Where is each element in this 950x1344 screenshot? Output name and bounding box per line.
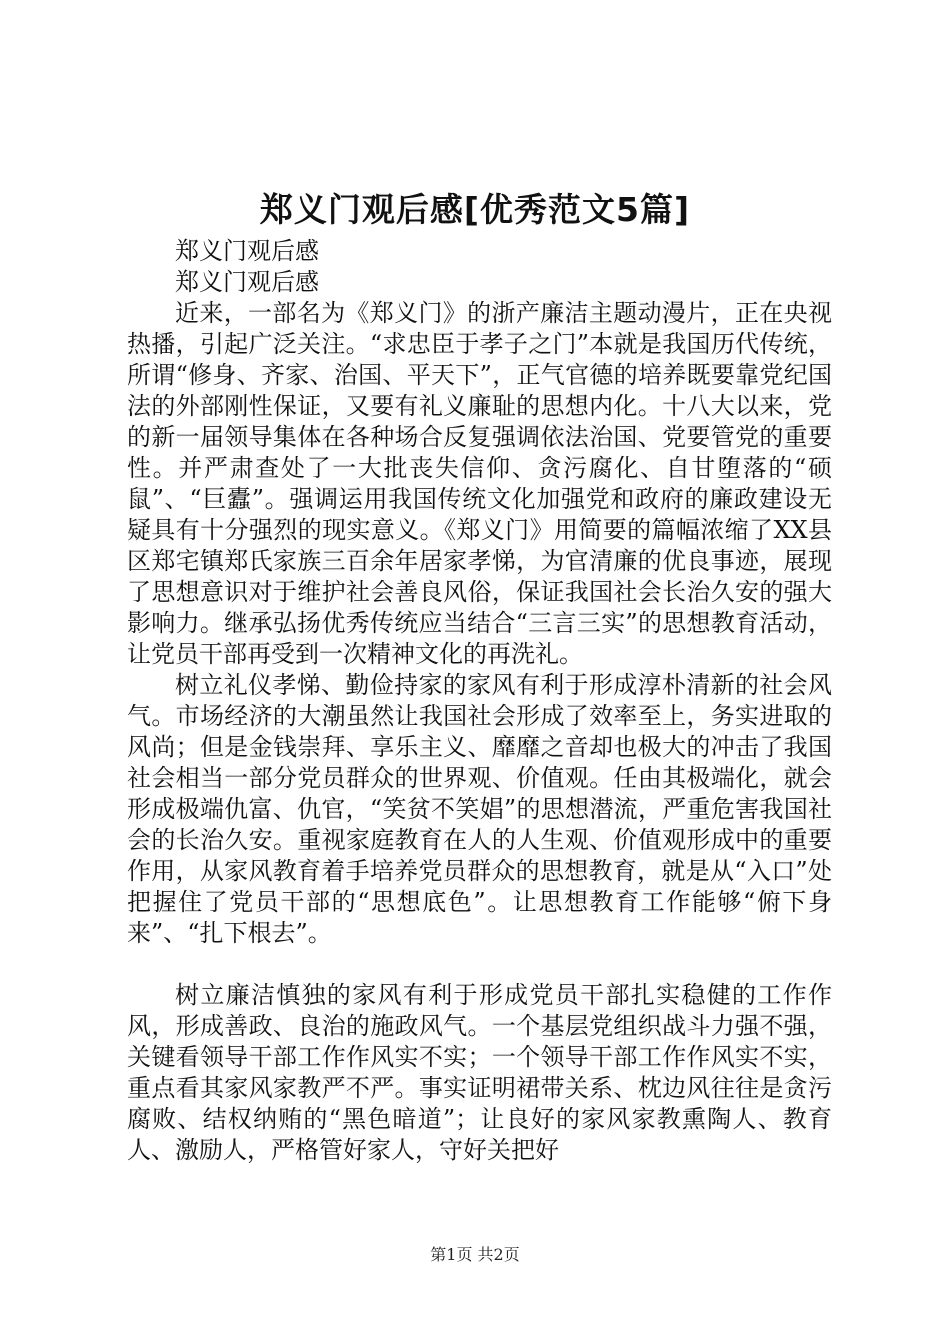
- page-title: 郑义门观后感[优秀范文5篇]: [259, 190, 691, 229]
- page-number: 第1页 共2页: [430, 1245, 520, 1264]
- body-paragraph: 树立礼仪孝悌、勤俭持家的家风有利于形成淳朴清新的社会风气。市场经济的大潮虽然让我国社会形成了效率至上，务实进取的风尚；但是金钱崇拜、享乐主义、靡靡之音却也极大的冲击了我国社会相当一部分党员群众的世界观、价值观。任由其极端化，就会形成极端仇富、仇官，“笑贫不笑娼”的思想潜流，严重危害我国社会的长治久安。重视家庭教育在人的人生观、价值观形成中的重要作用，从家风教育着手培养党员群众的思想教育，就是从“入口”处把握住了党员干部的“思想底色”。让思想教育工作能够“俯下身来”、“扎下根去”。: [127, 671, 832, 947]
- body-paragraph: 树立廉洁慎独的家风有利于形成党员干部扎实稳健的工作作风，形成善政、良治的施政风气。一个基层党组织战斗力强不强，关键看领导干部工作作风实不实；一个领导干部工作作风实不实，重点看其家风家教严不严。事实证明裙带关系、枕边风往往是贪污腐败、结权纳贿的“黑色暗道”；让良好的家风家教熏陶人、教育人、激励人，严格管好家人，守好关把好: [127, 981, 832, 1164]
- subtitle-line: 郑义门观后感: [175, 237, 319, 265]
- body-paragraph: 近来，一部名为《郑义门》的浙产廉洁主题动漫片，正在央视热播，引起广泛关注。“求忠臣于孝子之门”本就是我国历代传统，所谓“修身、齐家、治国、平天下”，正气官德的培养既要靠党纪国法的外部刚性保证，又要有礼义廉耻的思想内化。十八大以来，党的新一届领导集体在各种场合反复强调依法治国、党要管党的重要性。并严肃查处了一大批丧失信仰、贪污腐化、自甘堕落的“硕鼠”、“巨蠹”。强调运用我国传统文化加强党和政府的廉政建设无疑具有十分强烈的现实意义。《郑义门》用简要的篇幅浓缩了XX县区郑宅镇郑氏家族三百余年居家孝悌，为官清廉的优良事迹，展现了思想意识对于维护社会善良风俗，保证我国社会长治久安的强大影响力。继承弘扬优秀传统应当结合“三言三实”的思想教育活动，让党员干部再受到一次精神文化的再洗礼。: [127, 299, 832, 668]
- subtitle-line: 郑义门观后感: [175, 268, 319, 296]
- document-body: [127, 236, 832, 1166]
